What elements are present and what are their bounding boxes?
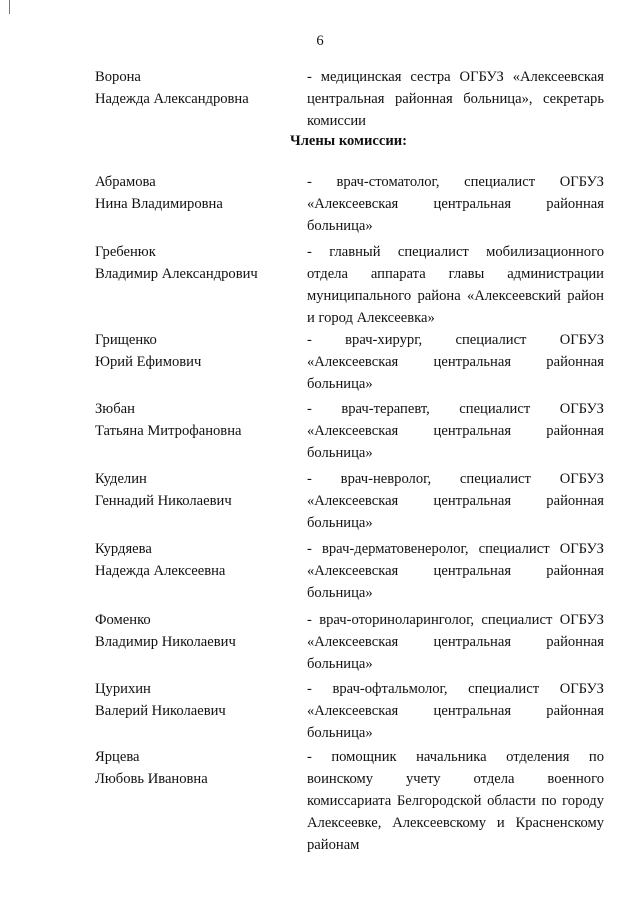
member-name bbox=[95, 329, 295, 373]
member-surname: Куделин bbox=[95, 471, 147, 487]
member-surname: Грищенко bbox=[95, 332, 157, 348]
member-surname: Гребенюк bbox=[95, 244, 156, 260]
member-surname: Курдяева bbox=[95, 541, 152, 557]
member-name bbox=[95, 468, 295, 512]
member-given-names: Любовь Ивановна bbox=[95, 771, 208, 787]
member-name bbox=[95, 241, 295, 285]
members-heading: Члены комиссии: bbox=[290, 133, 408, 149]
member-given-names: Юрий Ефимович bbox=[95, 354, 202, 370]
member-name bbox=[95, 678, 295, 722]
member-role: - врач-дерматовенеролог, специалист ОГБУЗ «Алексеевская центральная районная больница» bbox=[307, 541, 604, 601]
member-surname: Фоменко bbox=[95, 612, 151, 628]
member-name bbox=[95, 746, 295, 790]
member-name bbox=[95, 609, 295, 653]
secretary-role: - медицинская сестра ОГБУЗ «Алексеевская центральная районная больница», секретарь комиссии bbox=[307, 69, 604, 129]
secretary-name bbox=[95, 66, 295, 110]
member-given-names: Владимир Александрович bbox=[95, 266, 258, 282]
member-role: - врач-хирург, специалист ОГБУЗ «Алексеевская центральная районная больница» bbox=[307, 332, 604, 392]
member-role: - врач-невролог, специалист ОГБУЗ «Алексеевская центральная районная больница» bbox=[307, 471, 604, 531]
member-name bbox=[95, 538, 295, 582]
member-role: - врач-терапевт, специалист ОГБУЗ «Алексеевская центральная районная больница» bbox=[307, 401, 604, 461]
member-role: - врач-офтальмолог, специалист ОГБУЗ «Алексеевская центральная районная больница» bbox=[307, 681, 604, 741]
member-given-names: Надежда Алексеевна bbox=[95, 563, 226, 579]
member-surname: Абрамова bbox=[95, 174, 156, 190]
member-given-names: Татьяна Митрофановна bbox=[95, 423, 242, 439]
secretary-given-names: Надежда Александровна bbox=[95, 91, 249, 107]
member-given-names: Нина Владимировна bbox=[95, 196, 223, 212]
member-surname: Ярцева bbox=[95, 749, 140, 765]
member-surname: Цурихин bbox=[95, 681, 151, 697]
member-role: - врач-оториноларинголог, специалист ОГБУЗ «Алексеевская центральная районная больница» bbox=[307, 612, 604, 672]
member-given-names: Геннадий Николаевич bbox=[95, 493, 232, 509]
member-given-names: Валерий Николаевич bbox=[95, 703, 226, 719]
member-role: - главный специалист мобилизационного отдела аппарата главы администрации муниципального района «Алексеевский район и город Алексеевка» bbox=[307, 244, 604, 326]
member-name bbox=[95, 398, 295, 442]
secretary-surname: Ворона bbox=[95, 69, 141, 85]
member-name bbox=[95, 171, 295, 215]
member-given-names: Владимир Николаевич bbox=[95, 634, 236, 650]
scan-edge-mark bbox=[9, 0, 10, 14]
member-role: - помощник начальника отделения по воинскому учету отдела военного комиссариата Белгородской области по городу Алексеевке, Алексеевскому и Красненскому районам bbox=[307, 749, 604, 853]
page-number: 6 bbox=[316, 33, 324, 49]
member-surname: Зюбан bbox=[95, 401, 135, 417]
member-role: - врач-стоматолог, специалист ОГБУЗ «Алексеевская центральная районная больница» bbox=[307, 174, 604, 234]
